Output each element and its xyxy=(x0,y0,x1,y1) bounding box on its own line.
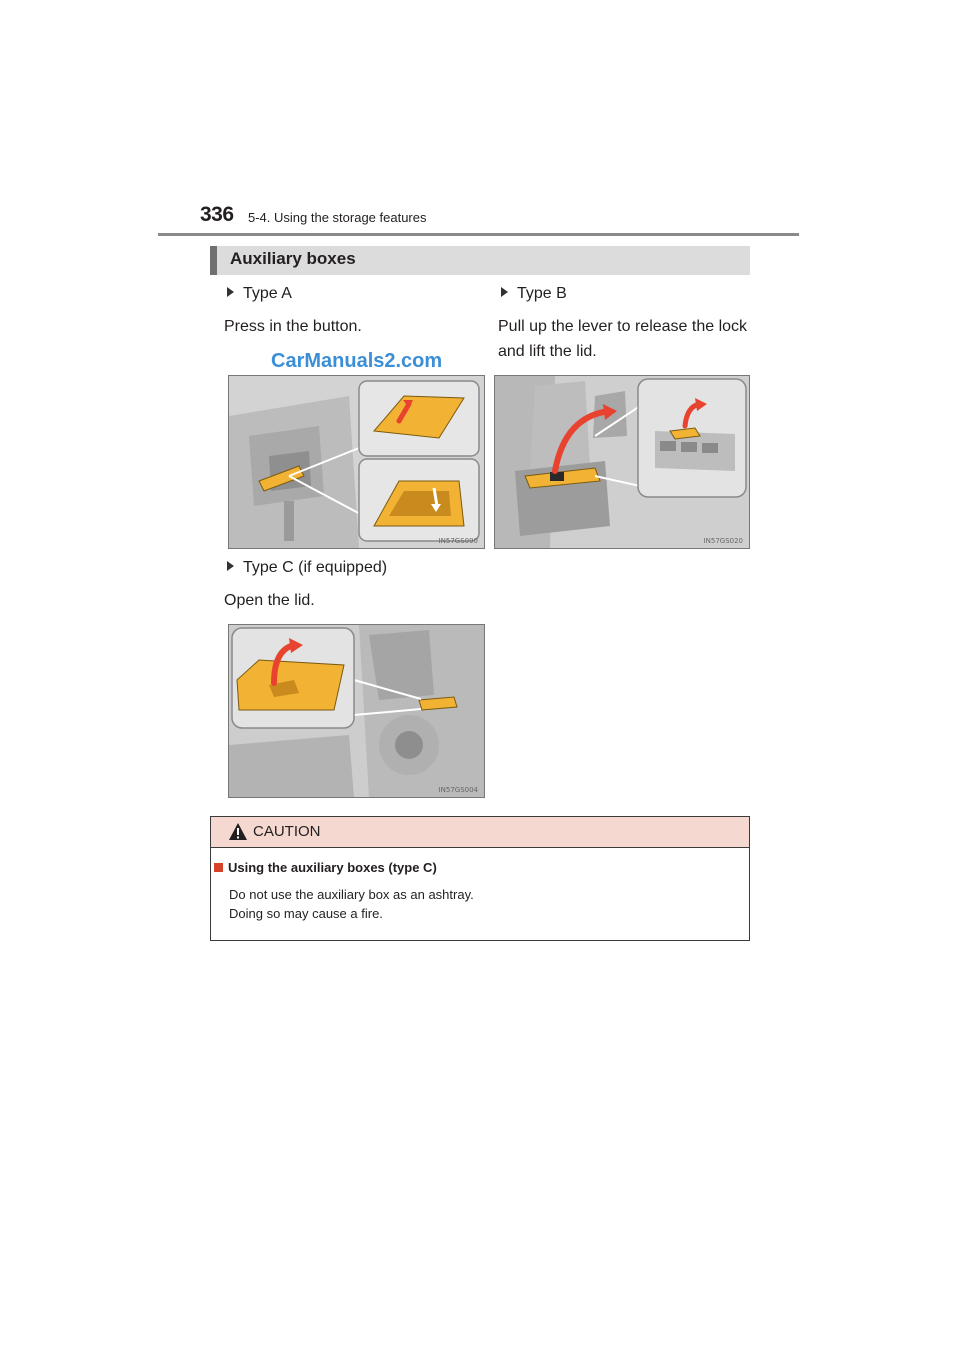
triangle-bullet-icon xyxy=(227,561,234,571)
figure-type-c xyxy=(228,624,485,798)
header-rule xyxy=(158,233,799,236)
caution-box xyxy=(210,816,750,941)
figure-type-a-illustration xyxy=(229,376,484,548)
type-b-heading-text: Type B xyxy=(517,285,567,302)
type-a-instruction xyxy=(224,314,362,339)
section-title: Auxiliary boxes xyxy=(230,249,356,268)
caution-text-line: Do not use the auxiliary box as an ashtray. xyxy=(229,887,474,902)
type-b-heading xyxy=(501,285,567,303)
figure-type-b xyxy=(494,375,750,549)
type-b-instruction-line: and lift the lid. xyxy=(498,343,597,360)
red-square-bullet-icon xyxy=(214,863,223,872)
caution-item-title xyxy=(214,860,437,875)
type-b-instruction-line: Pull up the lever to release the lock xyxy=(498,318,748,335)
caution-text-line: Doing so may cause a fire. xyxy=(229,906,383,921)
type-a-instruction-line: Press in the button. xyxy=(224,318,362,335)
type-c-instruction xyxy=(224,588,315,613)
page-number: 336 xyxy=(200,203,234,226)
triangle-bullet-icon xyxy=(227,287,234,297)
figure-type-a xyxy=(228,375,485,549)
type-c-heading xyxy=(227,559,387,577)
type-c-heading-text: Type C (if equipped) xyxy=(243,559,388,576)
figure-type-b-illustration xyxy=(495,376,749,548)
caution-item-title-text: Using the auxiliary boxes (type C) xyxy=(228,860,437,875)
watermark-text: CarManuals2.com xyxy=(271,350,443,372)
type-c-instruction-line: Open the lid. xyxy=(224,592,315,609)
type-a-heading xyxy=(227,285,292,303)
section-bar xyxy=(210,246,750,275)
figure-code: IN57GS090 xyxy=(438,537,478,545)
caution-label: CAUTION xyxy=(253,823,321,840)
warning-triangle-icon xyxy=(228,822,248,841)
figure-code: IN57GS004 xyxy=(438,786,478,794)
triangle-bullet-icon xyxy=(501,287,508,297)
figure-code: IN57GS020 xyxy=(703,537,743,545)
running-head: 5-4. Using the storage features xyxy=(248,210,427,225)
caution-header xyxy=(211,817,749,848)
figure-type-c-illustration xyxy=(229,625,484,797)
type-b-instruction xyxy=(498,314,747,364)
type-a-heading-text: Type A xyxy=(243,285,292,302)
